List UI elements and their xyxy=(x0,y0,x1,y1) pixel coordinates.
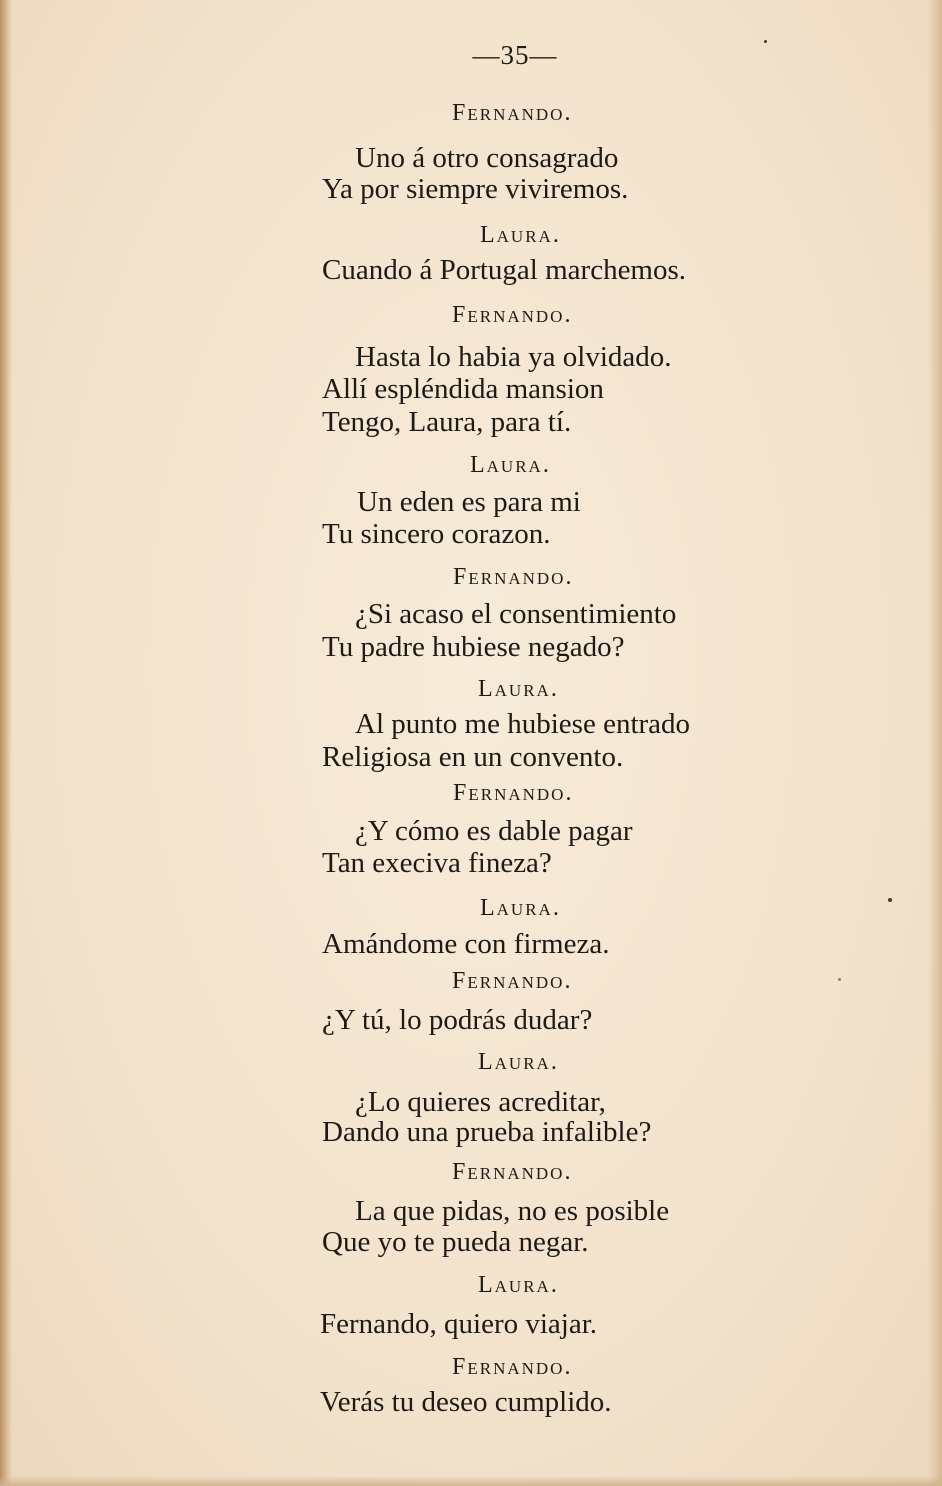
speaker-label-fernando: Fernando. xyxy=(452,1354,573,1380)
verse-line: Religiosa en un convento. xyxy=(322,741,624,773)
verse-line: Fernando, quiero viajar. xyxy=(320,1308,598,1340)
verse-line: Tu padre hubiese negado? xyxy=(322,631,625,663)
speaker-label-laura: Laura. xyxy=(480,222,561,248)
paper-speck xyxy=(888,898,892,902)
verse-line: Uno á otro consagrado xyxy=(355,142,619,174)
verse-line: ¿Y cómo es dable pagar xyxy=(355,815,633,847)
verse-line: Al punto me hubiese entrado xyxy=(355,708,691,740)
verse-line: ¿Si acaso el consentimiento xyxy=(355,598,677,630)
verse-line: Ya por siempre viviremos. xyxy=(322,173,629,205)
speaker-label-fernando: Fernando. xyxy=(452,968,573,994)
page-bottom-edge xyxy=(0,1476,942,1486)
verse-line: La que pidas, no es posible xyxy=(355,1195,670,1227)
verse-line: ¿Y tú, lo podrás dudar? xyxy=(322,1004,593,1036)
verse-line: Tan execiva fineza? xyxy=(322,847,552,879)
speaker-label-fernando: Fernando. xyxy=(452,100,573,126)
speaker-label-fernando: Fernando. xyxy=(452,1159,573,1185)
speaker-label-fernando: Fernando. xyxy=(453,780,574,806)
paper-speck xyxy=(838,978,841,981)
verse-line: Tu sincero corazon. xyxy=(322,518,551,550)
verse-line: Amándome con firmeza. xyxy=(322,928,610,960)
paper-speck xyxy=(764,40,767,43)
speaker-label-laura: Laura. xyxy=(478,1049,559,1075)
page-right-edge xyxy=(928,0,942,1486)
verse-line: Allí espléndida mansion xyxy=(322,373,604,405)
verse-line: Hasta lo habia ya olvidado. xyxy=(355,341,672,373)
speaker-label-fernando: Fernando. xyxy=(452,302,573,328)
verse-line: Verás tu deseo cumplido. xyxy=(320,1386,612,1418)
verse-line: Cuando á Portugal marchemos. xyxy=(322,254,687,286)
page-binding-edge xyxy=(0,0,12,1486)
page-number: —35— xyxy=(472,40,558,70)
verse-line: ¿Lo quieres acreditar, xyxy=(355,1086,606,1118)
speaker-label-laura: Laura. xyxy=(470,452,551,478)
verse-line: Que yo te pueda negar. xyxy=(322,1226,589,1258)
speaker-label-laura: Laura. xyxy=(478,1272,559,1298)
speaker-label-fernando: Fernando. xyxy=(453,564,574,590)
verse-line: Tengo, Laura, para tí. xyxy=(322,406,572,438)
verse-line: Dando una prueba infalible? xyxy=(322,1116,652,1148)
speaker-label-laura: Laura. xyxy=(480,895,561,921)
speaker-label-laura: Laura. xyxy=(478,676,559,702)
verse-line: Un eden es para mi xyxy=(357,486,581,518)
